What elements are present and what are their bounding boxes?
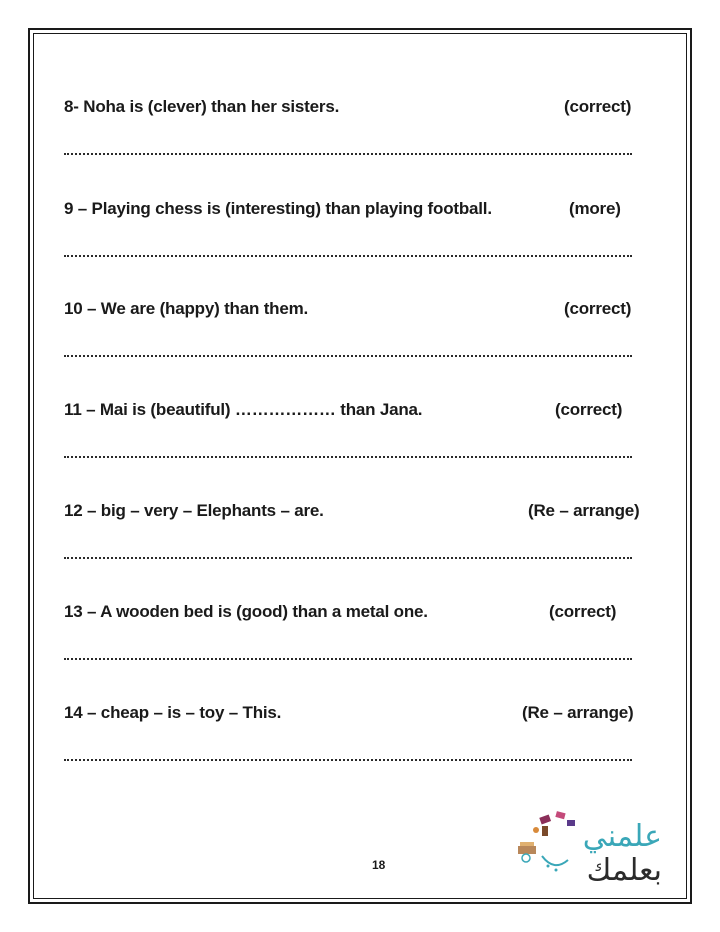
exercise-instruction: (more) [569,199,621,218]
site-logo [512,808,672,894]
logo-illustration-icon [512,808,592,878]
exercise-sentence: 12 – big – very – Elephants – are. [64,501,324,520]
answer-line[interactable] [64,658,632,660]
exercise-instruction: (correct) [555,400,623,419]
answer-line[interactable] [64,759,632,761]
answer-line[interactable] [64,355,632,357]
exercise-instruction: (correct) [564,97,632,116]
logo-text-bottom: بعلمك [586,853,662,888]
exercise-sentence: 8- Noha is (clever) than her sisters. [64,97,340,116]
exercise-instruction: (correct) [564,299,632,318]
logo-text-top: علمني [582,819,662,854]
exercise-sentence: 9 – Playing chess is (interesting) than playing football. [64,199,492,218]
answer-line[interactable] [64,557,632,559]
exercise-sentence: 14 – cheap – is – toy – This. [64,703,282,722]
page-number: 18 [372,858,386,872]
exercise-sentence: 10 – We are (happy) than them. [64,299,309,318]
answer-line[interactable] [64,456,632,458]
exercise-sentence: 11 – Mai is (beautiful) ……………… than Jana. [64,400,423,419]
exercise-sentence: 13 – A wooden bed is (good) than a metal one. [64,602,428,621]
answer-line[interactable] [64,153,632,155]
exercise-instruction: (correct) [549,602,617,621]
exercise-instruction: (Re – arrange) [522,703,634,722]
exercise-instruction: (Re – arrange) [528,501,640,520]
page-border-inner [33,33,687,899]
answer-line[interactable] [64,255,632,257]
